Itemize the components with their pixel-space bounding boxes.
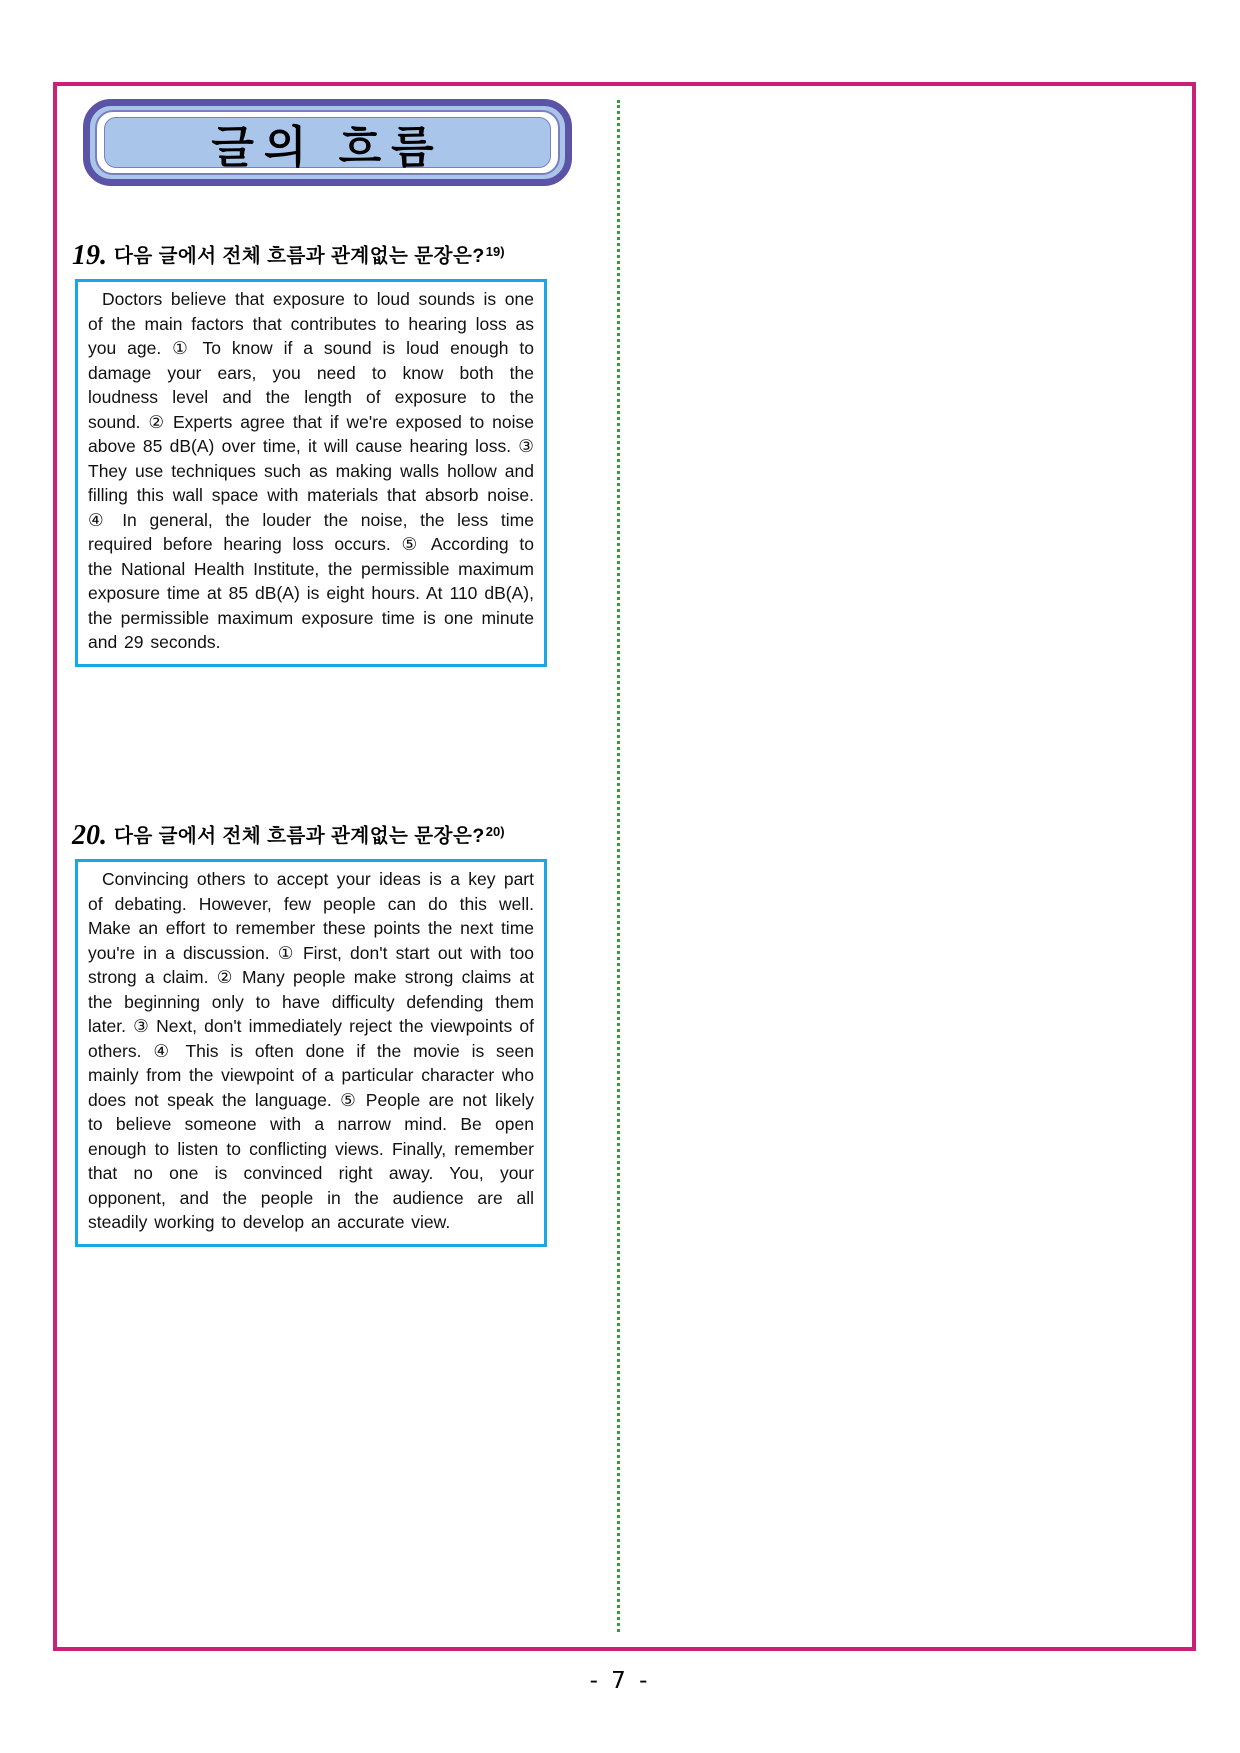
question-19-prompt: 다음 글에서 전체 흐름과 관계없는 문장은? — [114, 245, 485, 267]
question-19-passage-box — [75, 279, 547, 667]
question-19-heading — [72, 240, 550, 272]
page-number: - 7 - — [589, 1668, 651, 1694]
section-title-banner — [83, 99, 572, 186]
question-19 — [72, 240, 550, 667]
section-title: 글의 흐름 — [211, 122, 444, 172]
question-19-footnote-marker: 19) — [485, 243, 505, 259]
question-20-passage-box — [75, 859, 547, 1247]
question-19-passage-text: Doctors believe that exposure to loud sounds is one of the main factors that contributes to hearing loss as you age. ① To know if a sound is loud enough to damage your ears, you need to know both the loudness level and the length of exposure to the sound. ② Experts agree that if we're exposed to noise above 85 dB(A) over time, it will cause hearing loss. ③ They use techniques such as making walls hollow and filling this wall space with materials that absorb noise. ④ In general, the louder the noise, the less time required before hearing loss occurs. ⑤ According to the National Health Institute, the permissible maximum exposure time at 85 dB(A) is eight hours. At 110 dB(A), the permissible maximum exposure time is one minute and 29 seconds. — [88, 289, 534, 652]
question-20-passage-text: Convincing others to accept your ideas is a key part of debating. However, few people can do this well. Make an effort to remember these points the next time you're in a discussion. ① First, don't start out with too strong a claim. ② Many people make strong claims at the beginning only to have difficulty defending them later. ③ Next, don't immediately reject the viewpoints of others. ④ This is often done if the movie is seen mainly from the viewpoint of a particular character who does not speak the language. ⑤ People are not likely to believe someone with a narrow mind. Be open enough to listen to conflicting views. Finally, remember that no one is convinced right away. You, your opponent, and the people in the audience are all steadily working to develop an accurate view. — [88, 869, 534, 1232]
question-20 — [72, 820, 550, 1247]
column-divider-dotted-line — [617, 100, 620, 1632]
question-19-number: 19. — [72, 240, 107, 271]
question-20-footnote-marker: 20) — [485, 823, 505, 839]
question-20-number: 20. — [72, 820, 107, 851]
section-title-banner-ring — [95, 110, 560, 175]
question-20-prompt: 다음 글에서 전체 흐름과 관계없는 문장은? — [114, 825, 485, 847]
question-20-heading — [72, 820, 550, 852]
section-title-banner-fill — [104, 117, 551, 172]
